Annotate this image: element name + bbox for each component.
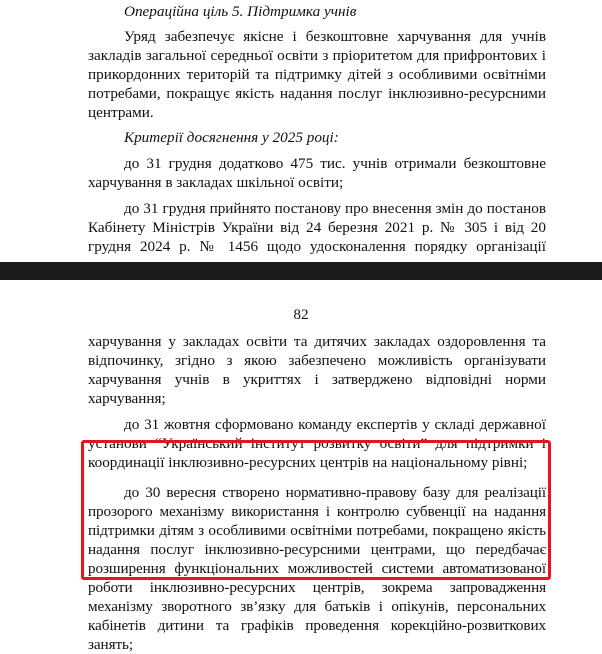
criteria-item-4-highlighted: до 30 вересня створено нормативно-правову базу для реалізації прозорого механізму використання і контролю субвенції на надання підтримки дітям з особливими освітніми потребами, покращено якість надання послуг інклюзивно-ресурсними центрами, що передбачає розширення функціональних можливостей системи автоматизованої роботи інклюзивно-ресурсних центрів, зокрема запровадження механізму зворотного зв’язку для батьків і опікунів, персональних кабінетів дитини та графіків проведення корекційно-розвиткових занять; bbox=[88, 484, 546, 653]
criteria-heading: Критерії досягнення у 2025 році: bbox=[124, 129, 339, 146]
criteria-item-2: до 31 грудня прийнято постанову про внесення змін до постанов Кабінету Міністрів України від 24 березня 2021 р. № 305 і від 20 грудня 2024 р. № 1456 щодо удосконалення порядку організації bbox=[88, 200, 546, 255]
criteria-item-3: до 31 жовтня сформовано команду експертів у складі державної установи “Український інститут розвитку освіти” для підтримки і координації інклюзивно-ресурсних центрів на національному рівні; bbox=[88, 416, 546, 471]
continued-paragraph: харчування у закладах освіти та дитячих закладах оздоровлення та відпочинку, згідно з якою забезпечено можливість організувати харчування учнів в укриттях і затверджено відповідні норми харчування; bbox=[88, 333, 546, 407]
criteria-item-1: до 31 грудня додатково 475 тис. учнів отримали безкоштовне харчування в закладах шкільної освіти; bbox=[88, 155, 546, 191]
page-number: 82 bbox=[293, 306, 309, 323]
top-page-text bbox=[88, 2, 546, 275]
highlight-annotation-box bbox=[81, 440, 551, 580]
intro-paragraph: Уряд забезпечує якісне і безкоштовне харчування для учнів закладів загальної середньої освіти з пріоритетом для прифронтових і прикордонних територій та підтримку дітей з особливими освітніми потребами, покращує якість надання послуг інклюзивно-ресурсними центрами. bbox=[88, 28, 546, 121]
section-heading: Операційна ціль 5. Підтримка учнів bbox=[124, 3, 357, 20]
page-break-separator bbox=[0, 262, 602, 280]
